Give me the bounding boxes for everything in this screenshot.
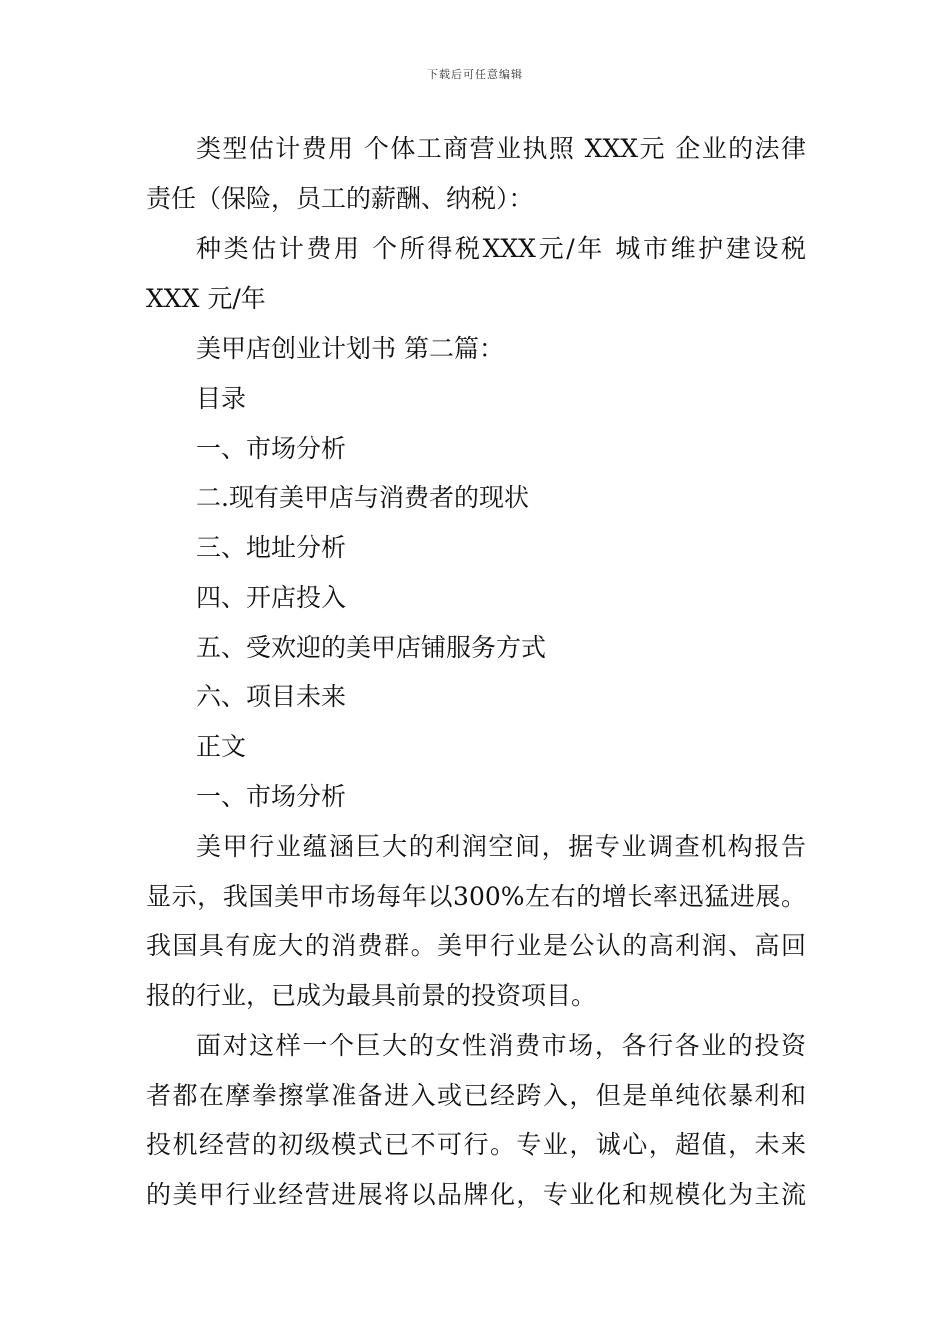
paragraph-line: 显示，我国美甲市场每年以300%左右的增长率迅猛进展。 xyxy=(146,882,806,911)
section-title: 美甲店创业计划书 第二篇： xyxy=(196,334,504,363)
paragraph-line: 的美甲行业经营进展将以品牌化，专业化和规模化为主流 xyxy=(146,1180,806,1209)
paragraph-line: 美甲行业蕴涵巨大的利润空间，据专业调查机构报告 xyxy=(196,832,806,861)
toc-item: 六、项目未来 xyxy=(196,682,347,711)
toc-heading: 目录 xyxy=(196,384,247,413)
page-header: 下载后可任意编辑 xyxy=(427,68,523,81)
text-line: 责任（保险，员工的薪酬、纳税）： xyxy=(146,184,534,213)
toc-item: 五、受欢迎的美甲店铺服务方式 xyxy=(196,633,547,662)
paragraph-line: 我国具有庞大的消费群。美甲行业是公认的高利润、高回 xyxy=(146,931,806,960)
toc-item: 四、开店投入 xyxy=(196,583,347,612)
subsection-heading: 一、市场分析 xyxy=(196,782,347,811)
text-line: XXX 元/年 xyxy=(146,284,266,313)
text-line: 类型估计费用 个体工商营业执照 XXX元 企业的法律 xyxy=(196,134,806,163)
paragraph-line: 面对这样一个巨大的女性消费市场，各行各业的投资 xyxy=(196,1031,806,1060)
body-heading: 正文 xyxy=(196,732,247,761)
toc-item: 三、地址分析 xyxy=(196,533,347,562)
paragraph-line: 投机经营的初级模式已不可行。专业，诚心，超值，未来 xyxy=(146,1130,806,1159)
paragraph-line: 者都在摩拳擦掌准备进入或已经跨入，但是单纯依暴利和 xyxy=(146,1081,806,1110)
toc-item: 二.现有美甲店与消费者的现状 xyxy=(196,483,529,512)
text-line: 种类估计费用 个所得税XXX元/年 城市维护建设税 xyxy=(196,234,806,263)
toc-item: 一、市场分析 xyxy=(196,434,347,463)
paragraph-line: 报的行业，已成为最具前景的投资项目。 xyxy=(146,981,597,1010)
